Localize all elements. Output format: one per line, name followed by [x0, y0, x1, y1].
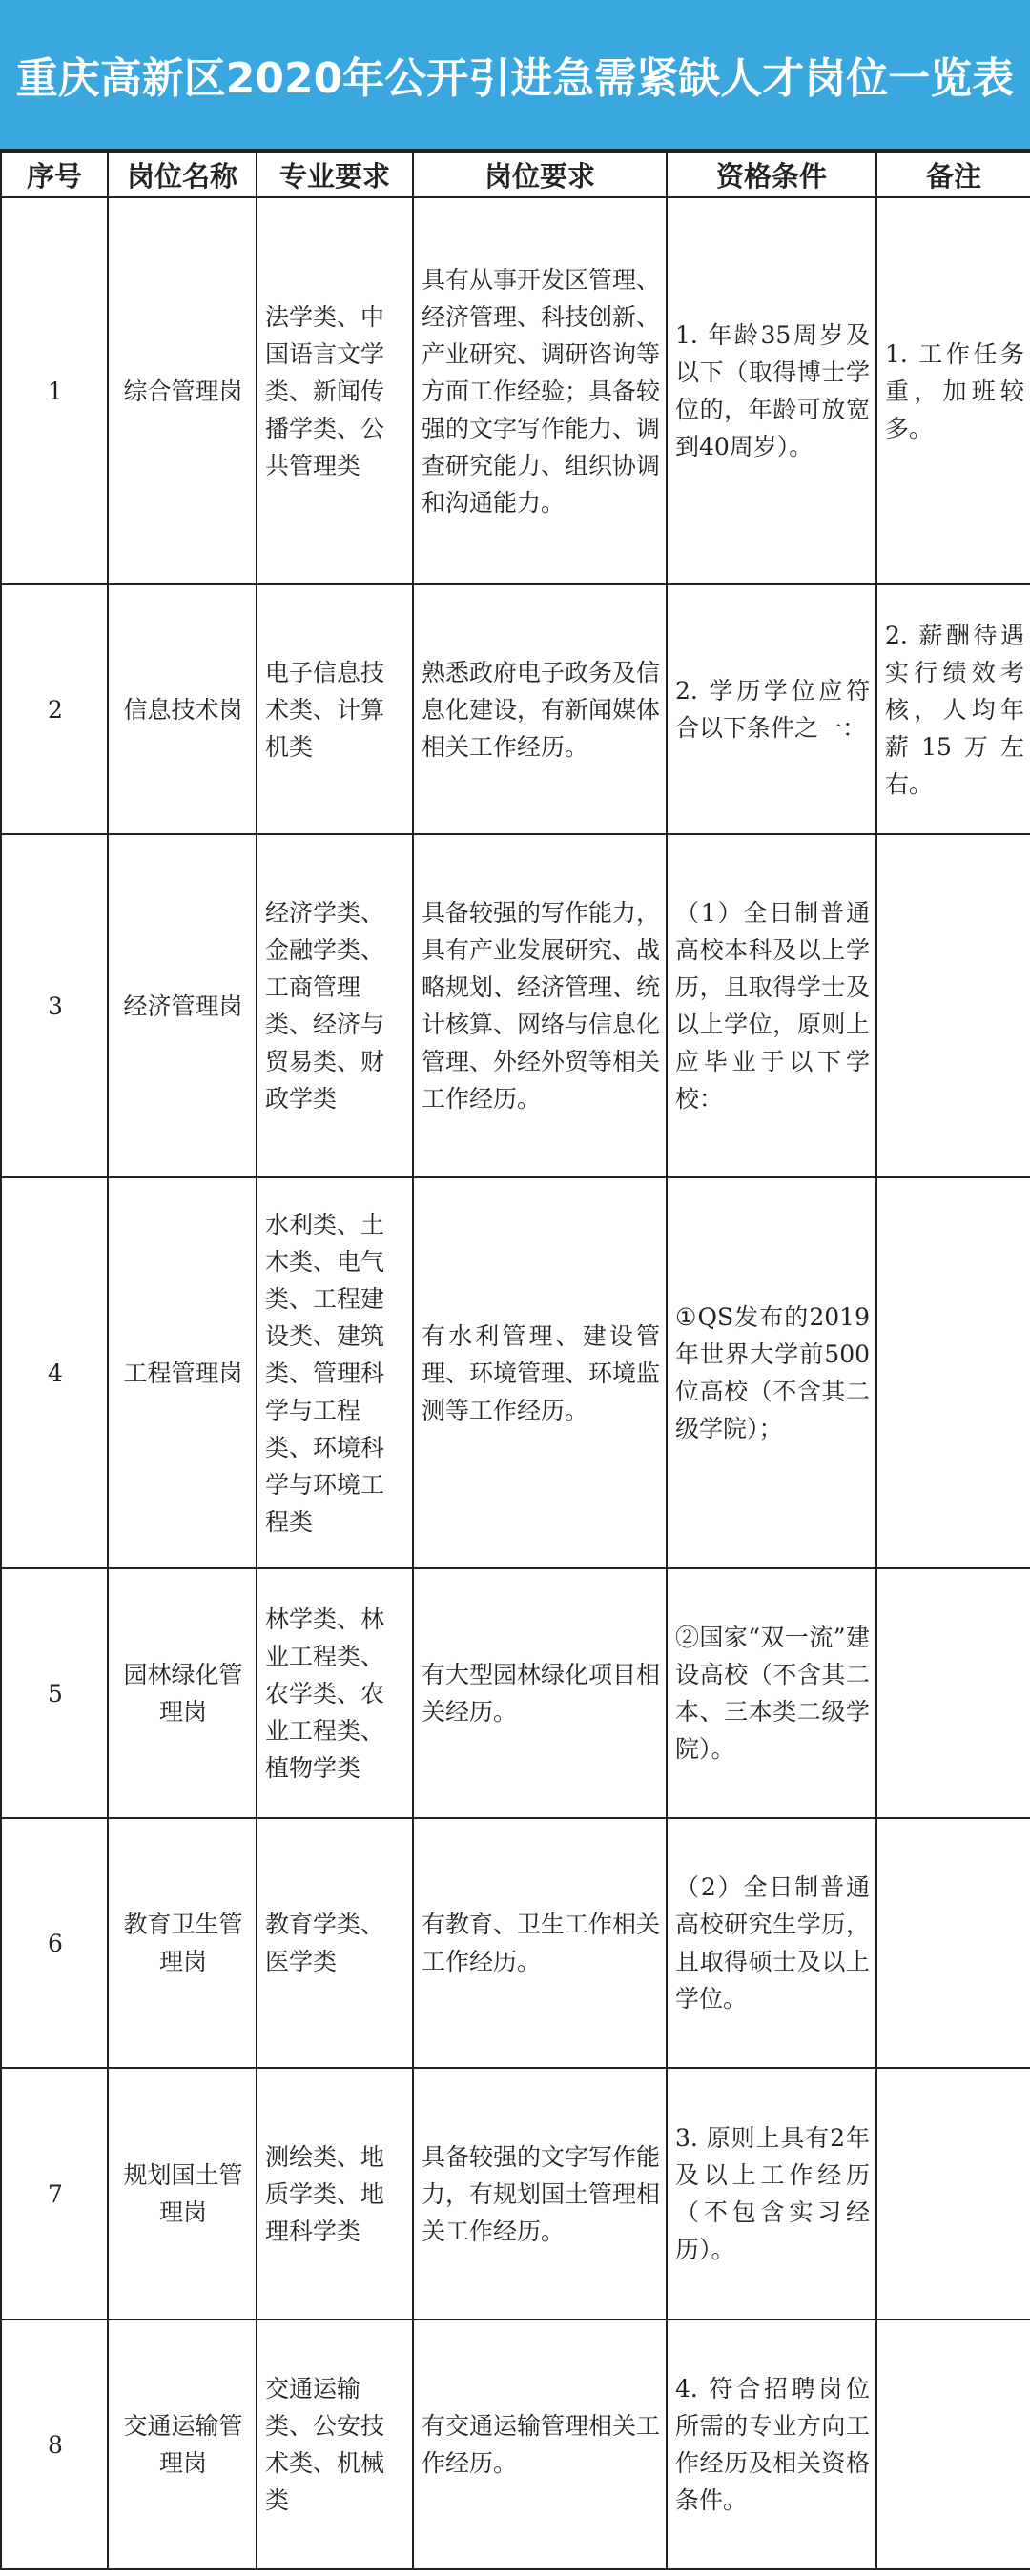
row-position-name: 综合管理岗 [108, 197, 257, 584]
row-position-name: 交通运输管理岗 [108, 2320, 257, 2569]
table-row [1, 584, 1030, 834]
row-note [876, 1568, 1030, 1818]
row-note [876, 2320, 1030, 2569]
row-major: 交通运输类、公安技术类、机械类 [257, 2320, 413, 2569]
row-note [876, 1818, 1030, 2068]
row-note: 2. 薪酬待遇实行绩效考核，人均年薪15万左右。 [876, 584, 1030, 834]
table-row [1, 2068, 1030, 2320]
row-position-name: 园林绿化管理岗 [108, 1568, 257, 1818]
row-no: 1 [1, 197, 108, 584]
row-no: 2 [1, 584, 108, 834]
row-major: 水利类、土木类、电气类、工程建设类、建筑类、管理科学与工程类、环境科学与环境工程类 [257, 1177, 413, 1568]
table-row [1, 197, 1030, 584]
table-row [1, 1568, 1030, 1818]
row-qualification: （1）全日制普通高校本科及以上学历，且取得学士及以上学位，原则上应毕业于以下学校： [667, 834, 876, 1177]
row-no: 8 [1, 2320, 108, 2569]
row-job-requirement: 熟悉政府电子政务及信息化建设，有新闻媒体相关工作经历。 [413, 584, 667, 834]
row-no: 3 [1, 834, 108, 1177]
row-position-name: 教育卫生管理岗 [108, 1818, 257, 2068]
col-header-note: 备注 [876, 152, 1030, 197]
table-row [1, 2320, 1030, 2569]
row-major: 教育学类、医学类 [257, 1818, 413, 2068]
row-job-requirement: 具备较强的文字写作能力，有规划国土管理相关工作经历。 [413, 2068, 667, 2320]
col-header-major: 专业要求 [257, 152, 413, 197]
row-major: 电子信息技术类、计算机类 [257, 584, 413, 834]
row-job-requirement: 有大型园林绿化项目相关经历。 [413, 1568, 667, 1818]
row-position-name: 规划国土管理岗 [108, 2068, 257, 2320]
col-header-qual: 资格条件 [667, 152, 876, 197]
row-qualification: ②国家“双一流”建设高校（不含其二本、三本类二级学院）。 [667, 1568, 876, 1818]
positions-table [0, 151, 1030, 2570]
row-position-name: 工程管理岗 [108, 1177, 257, 1568]
row-major: 林学类、林业工程类、农学类、农业工程类、植物学类 [257, 1568, 413, 1818]
row-qualification: 4. 符合招聘岗位所需的专业方向工作经历及相关资格条件。 [667, 2320, 876, 2569]
row-job-requirement: 有水利管理、建设管理、环境管理、环境监测等工作经历。 [413, 1177, 667, 1568]
row-job-requirement: 具备较强的写作能力，具有产业发展研究、战略规划、经济管理、统计核算、网络与信息化管理、外经外贸等相关工作经历。 [413, 834, 667, 1177]
col-header-name: 岗位名称 [108, 152, 257, 197]
page-title [0, 0, 1030, 151]
row-note [876, 2068, 1030, 2320]
row-position-name: 经济管理岗 [108, 834, 257, 1177]
table-row [1, 1818, 1030, 2068]
row-major: 法学类、中国语言文学类、新闻传播学类、公共管理类 [257, 197, 413, 584]
row-job-requirement: 有教育、卫生工作相关工作经历。 [413, 1818, 667, 2068]
table-row [1, 834, 1030, 1177]
row-note: 1. 工作任务重，加班较多。 [876, 197, 1030, 584]
row-qualification: （2）全日制普通高校研究生学历，且取得硕士及以上学位。 [667, 1818, 876, 2068]
row-major: 经济学类、金融学类、工商管理类、经济与贸易类、财政学类 [257, 834, 413, 1177]
col-header-job: 岗位要求 [413, 152, 667, 197]
col-header-no: 序号 [1, 152, 108, 197]
row-position-name: 信息技术岗 [108, 584, 257, 834]
row-no: 5 [1, 1568, 108, 1818]
table-row [1, 1177, 1030, 1568]
row-qualification: 1. 年龄35周岁及以下（取得博士学位的，年龄可放宽到40周岁）。 [667, 197, 876, 584]
row-note [876, 834, 1030, 1177]
row-note [876, 1177, 1030, 1568]
row-job-requirement: 具有从事开发区管理、经济管理、科技创新、产业研究、调研咨询等方面工作经验；具备较强的文字写作能力、调查研究能力、组织协调和沟通能力。 [413, 197, 667, 584]
row-no: 4 [1, 1177, 108, 1568]
row-no: 6 [1, 1818, 108, 2068]
row-qualification: 2. 学历学位应符合以下条件之一： [667, 584, 876, 834]
page-title-text: 重庆高新区2020年公开引进急需紧缺人才岗位一览表 [15, 54, 1015, 103]
row-qualification: 3. 原则上具有2年及以上工作经历（不包含实习经历）。 [667, 2068, 876, 2320]
row-qualification: ①QS发布的2019年世界大学前500位高校（不含其二级学院）； [667, 1177, 876, 1568]
row-no: 7 [1, 2068, 108, 2320]
row-major: 测绘类、地质学类、地理科学类 [257, 2068, 413, 2320]
row-job-requirement: 有交通运输管理相关工作经历。 [413, 2320, 667, 2569]
table-header-row [1, 152, 1030, 197]
